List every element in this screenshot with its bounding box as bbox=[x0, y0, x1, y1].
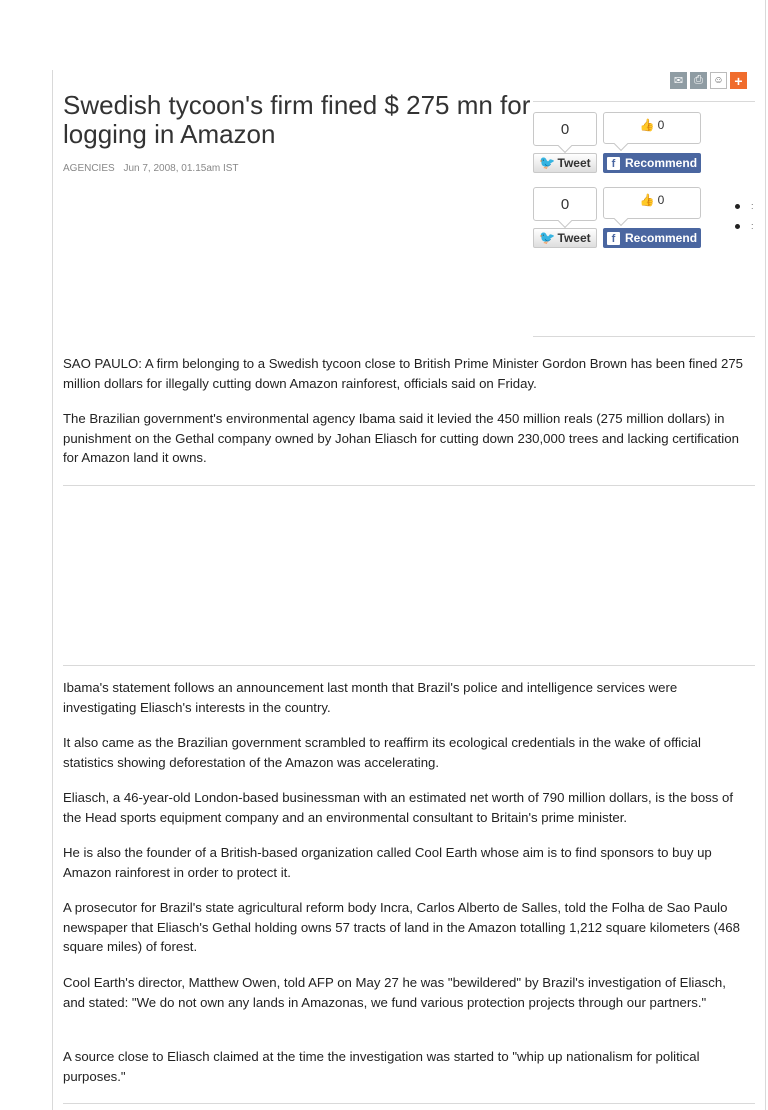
thumbs-up-icon: 👍 bbox=[639, 118, 655, 132]
print-icon[interactable]: ⎙ bbox=[690, 72, 707, 89]
like-count: 0 bbox=[657, 118, 665, 132]
social-widget-2 bbox=[533, 187, 703, 257]
share-divider-top bbox=[533, 101, 755, 102]
thumbs-up-icon: 👍 bbox=[639, 193, 655, 207]
bullet-icon bbox=[735, 224, 740, 229]
twitter-bird-icon: 🐦 bbox=[539, 230, 556, 245]
byline bbox=[63, 163, 239, 174]
section-divider bbox=[63, 485, 755, 486]
section-divider bbox=[63, 1103, 755, 1104]
share-divider-bottom bbox=[533, 336, 755, 337]
article-paragraph: It also came as the Brazilian government scrambled to reaffirm its ecological credentials in the wake of official statistics showing deforestation of the Amazon was accelerating. bbox=[63, 735, 701, 770]
facebook-icon: f bbox=[607, 232, 620, 245]
like-count-box bbox=[603, 112, 701, 144]
tweet-label: Tweet bbox=[557, 156, 591, 170]
share-toolbar bbox=[670, 72, 747, 89]
truncated-list bbox=[735, 202, 755, 232]
tweet-count: 0 bbox=[533, 112, 597, 146]
tweet-label: Tweet bbox=[557, 231, 591, 245]
page-left-border bbox=[52, 70, 53, 1110]
article-paragraph: Eliasch, a 46-year-old London-based businessman with an estimated net worth of 790 million dollars, is the boss of the Head sports equipment company and an environmental consultant to Britain's prime minister. bbox=[63, 790, 733, 825]
article-paragraph: Ibama's statement follows an announcement last month that Brazil's police and intelligence services were investigating Eliasch's interests in the country. bbox=[63, 680, 678, 715]
tweet-button[interactable] bbox=[533, 228, 597, 248]
bullet-icon bbox=[735, 204, 740, 209]
article-paragraph: A prosecutor for Brazil's state agricultural reform body Incra, Carlos Alberto de Salles, told the Folha de Sao Paulo newspaper that Eliasch's Gethal holding owns 57 tracts of land in the Amazon totalling 1,212 square kilometers (468 square miles) of forest. bbox=[63, 900, 740, 954]
recommend-label: Recommend bbox=[625, 231, 698, 245]
article-headline: Swedish tycoon's firm fined $ 275 mn for logging in Amazon bbox=[63, 90, 531, 149]
recommend-label: Recommend bbox=[625, 156, 698, 170]
article-paragraph: The Brazilian government's environmental agency Ibama said it levied the 450 million reals (275 million dollars) in punishment on the Gethal company owned by Johan Eliasch for cutting down 230,000 trees and lacking certification for Amazon land it owns. bbox=[63, 411, 739, 465]
section-divider bbox=[63, 665, 755, 666]
social-widget-1 bbox=[533, 112, 703, 182]
byline-source: AGENCIES bbox=[63, 163, 115, 174]
page-right-border bbox=[765, 0, 766, 1110]
twitter-bird-icon: 🐦 bbox=[539, 155, 556, 170]
article-paragraph: Cool Earth's director, Matthew Owen, told AFP on May 27 he was "bewildered" by Brazil's investigation of Eliasch, and stated: "We do not own any lands in Amazonas, we fund various protection projects through our partners." bbox=[63, 975, 726, 1010]
byline-date: Jun 7, 2008, 01.15am IST bbox=[123, 163, 239, 174]
facebook-icon: f bbox=[607, 157, 620, 170]
tweet-count: 0 bbox=[533, 187, 597, 221]
email-icon[interactable]: ✉ bbox=[670, 72, 687, 89]
article-paragraph: SAO PAULO: A firm belonging to a Swedish tycoon close to British Prime Minister Gordon Brown has been fined 275 million dollars for illegally cutting down Amazon rainforest, officials said on Friday. bbox=[63, 356, 743, 391]
article-paragraph: A source close to Eliasch claimed at the time the investigation was started to "whip up nationalism for political purposes." bbox=[63, 1049, 700, 1084]
tweet-button[interactable] bbox=[533, 153, 597, 173]
colon-icon: : bbox=[751, 221, 754, 231]
plus-icon[interactable]: + bbox=[730, 72, 747, 89]
recommend-button[interactable] bbox=[603, 228, 701, 248]
reddit-icon[interactable]: ☺ bbox=[710, 72, 727, 89]
like-count-box bbox=[603, 187, 701, 219]
like-count: 0 bbox=[657, 193, 665, 207]
article-paragraph: He is also the founder of a British-based organization called Cool Earth whose aim is to find sponsors to buy up Amazon rainforest in order to protect it. bbox=[63, 845, 712, 880]
recommend-button[interactable] bbox=[603, 153, 701, 173]
colon-icon: : bbox=[751, 201, 754, 211]
